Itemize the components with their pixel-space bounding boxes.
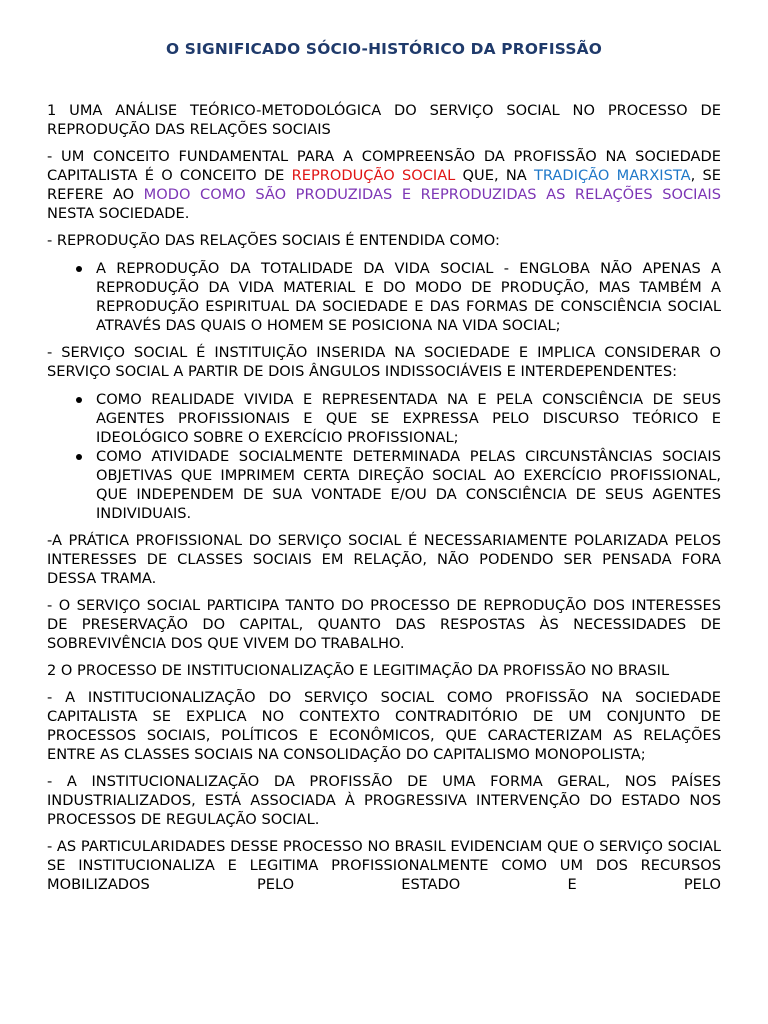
bullet-list-2 [47, 390, 721, 523]
paragraph-reproducao-entendida: - REPRODUÇÃO DAS RELAÇÕES SOCIAIS É ENTENDIDA COMO: [47, 232, 500, 249]
paragraph-servico-social-participa: - O SERVIÇO SOCIAL PARTICIPA TANTO DO PROCESSO DE REPRODUÇÃO DOS INTERESSES DE PRESERVAÇÃO DO CAPITAL, QUANTO DAS RESPOSTAS ÀS NECESSIDADES DE SOBREVIVÊNCIA DOS QUE VIVEM DO TRABALHO. [47, 597, 721, 652]
paragraph-text: , SE REFERE AO [47, 167, 721, 203]
highlight-reproducao-social: REPRODUÇÃO SOCIAL [291, 167, 456, 184]
list-item: COMO ATIVIDADE SOCIALMENTE DETERMINADA PELAS CIRCUNSTÂNCIAS SOCIAIS OBJETIVAS QUE IMPRIMEM CERTA DIREÇÃO SOCIAL AO EXERCÍCIO PROFISSIONAL, QUE INDEPENDEM DE SUA VONTADE E/OU DA CONSCIÊNCIA DE SEUS AGENTES INDIVIDUAIS. [96, 448, 721, 522]
paragraph-institucionalizacao-2: - A INSTITUCIONALIZAÇÃO DA PROFISSÃO DE UMA FORMA GERAL, NOS PAÍSES INDUSTRIALIZADOS, ESTÁ ASSOCIADA À PROGRESSIVA INTERVENÇÃO DO ESTADO NOS PROCESSOS DE REGULAÇÃO SOCIAL. [47, 773, 721, 828]
section-2-heading: 2 O PROCESSO DE INSTITUCIONALIZAÇÃO E LEGITIMAÇÃO DA PROFISSÃO NO BRASIL [47, 662, 670, 679]
paragraph-reproducao-social [47, 147, 721, 223]
document-title: O SIGNIFICADO SÓCIO-HISTÓRICO DA PROFISSÃO [165, 40, 603, 58]
paragraph-text: QUE, NA [455, 167, 534, 184]
paragraph-institucionalizacao-1: - A INSTITUCIONALIZAÇÃO DO SERVIÇO SOCIAL COMO PROFISSÃO NA SOCIEDADE CAPITALISTA SE EXPLICA NO CONTEXTO CONTRADITÓRIO DE UM CONJUNTO DE PROCESSOS SOCIAIS, POLÍTICOS E ECONÔMICOS, QUE CARACTERIZAM AS RELAÇÕES ENTRE AS CLASSES SOCIAIS NA CONSOLIDAÇÃO DO CAPITALISMO MONOPOLISTA; [47, 689, 721, 763]
paragraph-servico-social-instituicao: - SERVIÇO SOCIAL É INSTITUIÇÃO INSERIDA NA SOCIEDADE E IMPLICA CONSIDERAR O SERVIÇO SOCIAL A PARTIR DE DOIS ÂNGULOS INDISSOCIÁVEIS E INTERDEPENDENTES: [47, 344, 721, 380]
list-item: COMO REALIDADE VIVIDA E REPRESENTADA NA E PELA CONSCIÊNCIA DE SEUS AGENTES PROFISSIONAIS E QUE SE EXPRESSA PELO DISCURSO TEÓRICO E IDEOLÓGICO SOBRE O EXERCÍCIO PROFISSIONAL; [96, 391, 721, 446]
paragraph-text: NESTA SOCIEDADE. [47, 205, 190, 222]
paragraph-text: - UM CONCEITO FUNDAMENTAL PARA A COMPREENSÃO DA PROFISSÃO NA SOCIEDADE CAPITALISTA É O CONCEITO DE [47, 148, 721, 184]
highlight-modo-como: MODO COMO SÃO PRODUZIDAS E REPRODUZIDAS AS RELAÇÕES SOCIAIS [143, 186, 721, 203]
bullet-list-1 [47, 259, 721, 335]
section-1-heading: 1 UMA ANÁLISE TEÓRICO-METODOLÓGICA DO SERVIÇO SOCIAL NO PROCESSO DE REPRODUÇÃO DAS RELAÇÕES SOCIAIS [47, 102, 721, 138]
paragraph-particularidades: - AS PARTICULARIDADES DESSE PROCESSO NO BRASIL EVIDENCIAM QUE O SERVIÇO SOCIAL SE INSTITUCIONALIZA E LEGITIMA PROFISSIONALMENTE COMO UM DOS RECURSOS MOBILIZADOS PELO ESTADO E PELO [47, 838, 721, 893]
highlight-tradicao-marxista: TRADIÇÃO MARXISTA [533, 167, 691, 184]
list-item: A REPRODUÇÃO DA TOTALIDADE DA VIDA SOCIAL - ENGLOBA NÃO APENAS A REPRODUÇÃO DA VIDA MATERIAL E DO MODO DE PRODUÇÃO, MAS TAMBÉM A REPRODUÇÃO ESPIRITUAL DA SOCIEDADE E DAS FORMAS DE CONSCIÊNCIA SOCIAL ATRAVÉS DAS QUAIS O HOMEM SE POSICIONA NA VIDA SOCIAL; [96, 260, 721, 334]
paragraph-pratica-profissional: -A PRÁTICA PROFISSIONAL DO SERVIÇO SOCIAL É NECESSARIAMENTE POLARIZADA PELOS INTERESSES DE CLASSES SOCIAIS EM RELAÇÃO, NÃO PODENDO SER PENSADA FORA DESSA TRAMA. [47, 532, 721, 587]
document-page [47, 0, 721, 1024]
